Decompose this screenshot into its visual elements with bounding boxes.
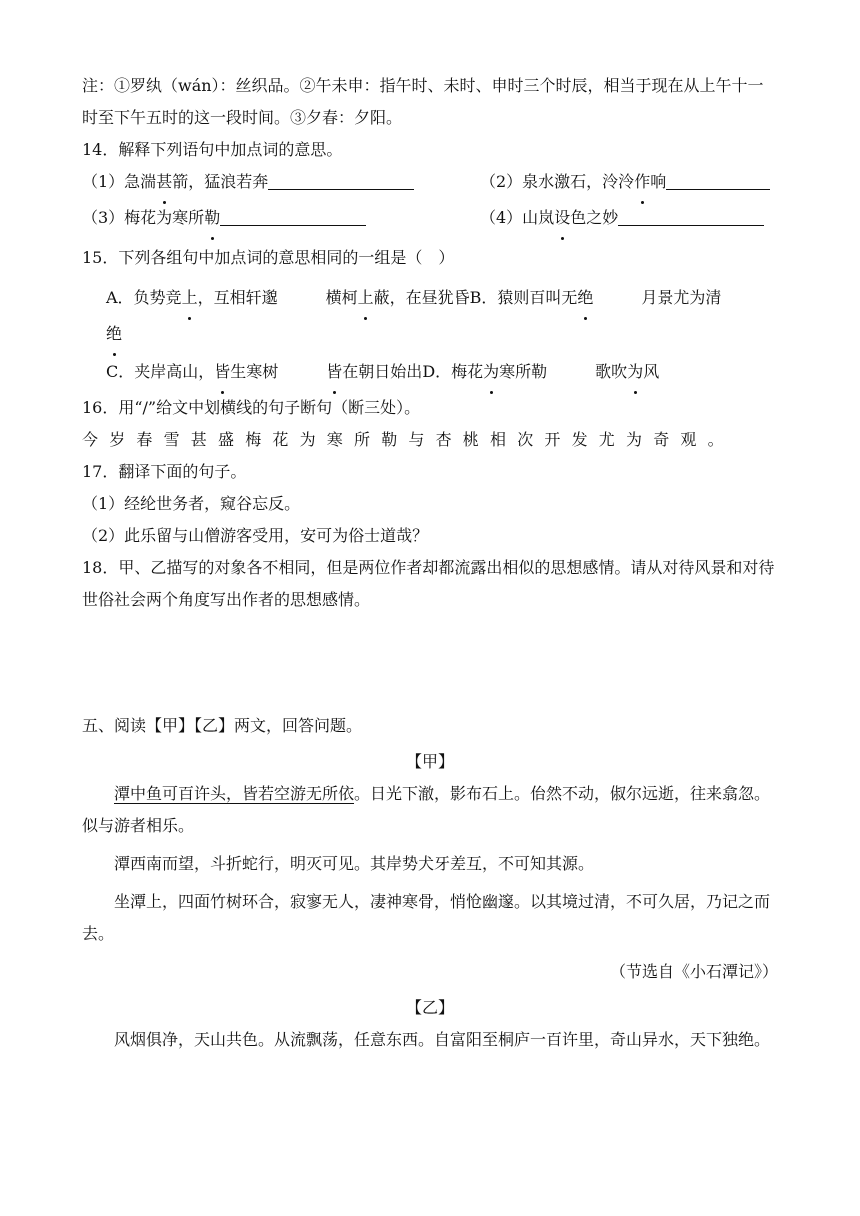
q15-title: 15．下列各组句中加点词的意思相同的一组是（ ） <box>82 248 455 267</box>
dotted-word: 作 <box>634 166 650 198</box>
annotation-note: 注：①罗纨（wán）：丝织品。②午未申：指午时、未时、申时三个时辰，相当于现在从上午十一时至下午五时的这一段时间。③夕春：夕阳。 <box>82 76 764 127</box>
passage-jia-source: （节选自《小石潭记》） <box>609 962 778 981</box>
answer-blank[interactable] <box>220 207 366 226</box>
q16-title: 16．用“/”给文中划横线的句子断句（断三处）。 <box>82 398 421 417</box>
dotted-word: 绝 <box>106 318 122 350</box>
passage-yi-paragraph-1: 风烟俱净，天山共色。从流飘荡，任意东西。自富阳至桐庐一百许里，奇山异水，天下独绝。 <box>114 1030 771 1049</box>
answer-blank[interactable] <box>268 171 414 190</box>
dotted-word: 上 <box>358 282 374 314</box>
dotted-word: 设 <box>554 202 570 234</box>
worksheet-page <box>82 70 778 1056</box>
q15-options-cd: C．夹岸高山，皆生寒树 皆在朝日始出D．梅花为寒所勒 歌吹为风 <box>82 356 778 388</box>
q14-item-2: （2）泉水激石，泠泠作响 <box>480 166 770 198</box>
section-5-title: 五、阅读【甲】【乙】两文，回答问题。 <box>82 716 363 735</box>
dotted-word: 勒 <box>204 202 220 234</box>
q15-options-ab: A．负势竞上，互相轩邈 横柯上蔽，在昼犹昏B．猿则百叫无绝 月景尤为清 <box>82 282 778 314</box>
passage-jia-paragraph-3: 坐潭上，四面竹树环合，寂寥无人，凄神寒骨，悄怆幽邃。以其境过清，不可久居，乃记之而去。 <box>82 892 771 943</box>
q18-question: 18．甲、乙描写的对象各不相同，但是两位作者却都流露出相似的思想感情。请从对待风景和对待世俗社会两个角度写出作者的思想感情。 <box>82 558 775 609</box>
q17-sentence-1: （1）经纶世务者，窥谷忘反。 <box>82 494 301 513</box>
dotted-word: 甚 <box>156 166 172 198</box>
q14-row-2 <box>82 202 778 234</box>
passage-jia-paragraph-2: 潭西南而望，斗折蛇行，明灭可见。其岸势犬牙差互，不可知其源。 <box>114 854 595 873</box>
q17-title: 17．翻译下面的句子。 <box>82 462 247 481</box>
q14-item-3: （3）梅花为寒所勒 <box>82 202 480 234</box>
dotted-word: 为 <box>483 356 499 388</box>
q14-item-4: （4）山岚设色之妙 <box>480 202 764 234</box>
q14-row-1 <box>82 166 778 198</box>
dotted-word: 皆 <box>214 356 230 388</box>
underlined-sentence: 潭中鱼可百许头，皆若空游无所依 <box>114 784 355 803</box>
passage-yi-heading: 【乙】 <box>405 998 454 1017</box>
q17-sentence-2: （2）此乐留与山僧游客受用，安可为俗士道哉？ <box>82 526 429 545</box>
q15-option-b-wrap <box>82 318 778 350</box>
dotted-word: 绝 <box>577 282 593 314</box>
answer-blank[interactable] <box>618 207 764 226</box>
passage-jia-heading: 【甲】 <box>405 752 454 771</box>
passage-jia-paragraph-1: 潭中鱼可百许头，皆若空游无所依。日光下澈，影布石上。佁然不动，俶尔远逝，往来翕忽。似与游者相乐。 <box>82 784 771 835</box>
dotted-word: 为 <box>627 356 643 388</box>
q14-title: 14．解释下列语句中加点词的意思。 <box>82 140 343 159</box>
dotted-word: 上 <box>182 282 198 314</box>
dotted-word: 皆 <box>326 356 342 388</box>
q14-item-1: （1）急湍甚箭，猛浪若奔 <box>82 166 480 198</box>
q16-sentence: 今岁春雪甚盛梅花为寒所勒与杏桃相次开发尤为奇观。 <box>82 430 735 449</box>
answer-blank[interactable] <box>666 171 770 190</box>
